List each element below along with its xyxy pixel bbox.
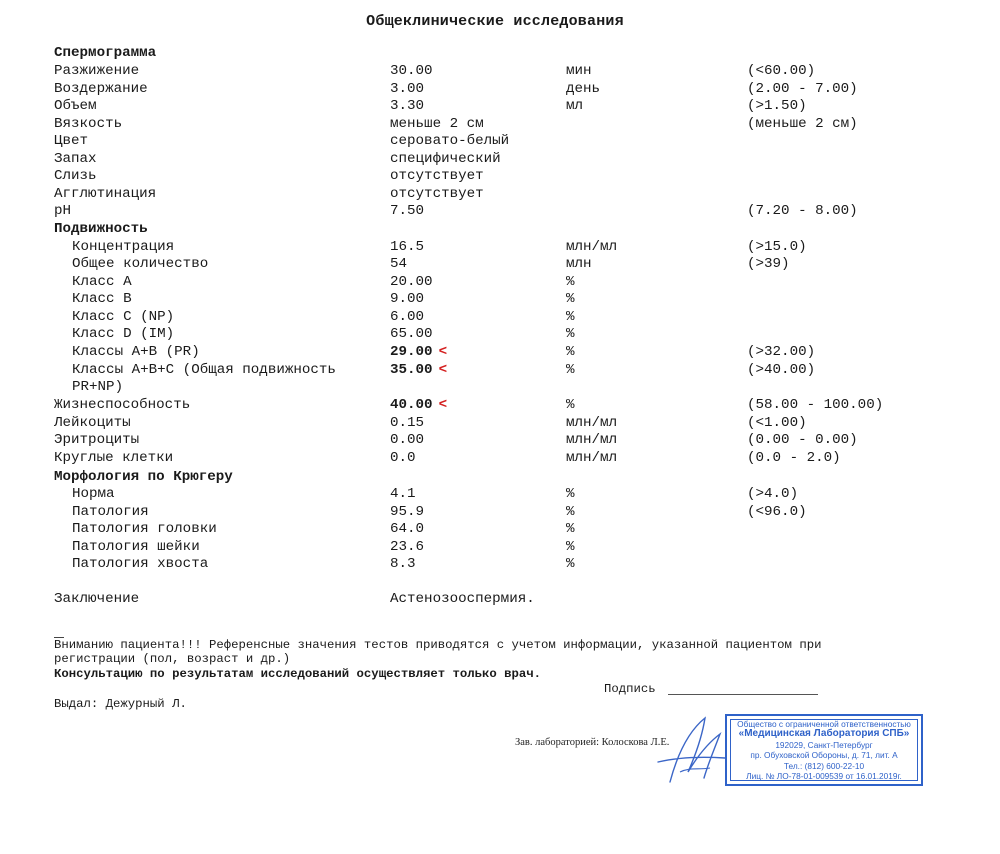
- row-value-flagged: [390, 344, 447, 362]
- row-ref: (меньше 2 см): [747, 116, 858, 132]
- row-ref: (>39): [747, 256, 790, 272]
- row-ref: (>15.0): [747, 239, 807, 255]
- row-unit: млн/мл: [566, 450, 618, 466]
- row-value: 9.00: [390, 291, 425, 307]
- row-name: Концентрация: [72, 239, 175, 255]
- value-text: 29.00: [390, 344, 433, 360]
- row-unit: %: [566, 274, 575, 290]
- row-ref: (>4.0): [747, 486, 799, 502]
- row-name: Слизь: [54, 168, 97, 184]
- issued-by: Выдал: Дежурный Л.: [54, 697, 187, 711]
- table-row: [0, 168, 1000, 186]
- row-unit: %: [566, 309, 575, 325]
- row-name: Патология: [72, 504, 149, 520]
- conclusion-label: Заключение: [54, 591, 140, 607]
- row-unit: %: [566, 521, 575, 537]
- row-name: Разжижение: [54, 63, 140, 79]
- row-name: Класс C (NP): [72, 309, 175, 325]
- section-kruger: [0, 469, 1000, 487]
- row-value-flagged: [390, 397, 447, 415]
- table-row: [0, 344, 1000, 362]
- row-ref: (<1.00): [747, 415, 807, 431]
- table-row: [0, 186, 1000, 204]
- row-name: Объем: [54, 98, 97, 114]
- table-row: [0, 203, 1000, 221]
- row-value: 95.9: [390, 504, 425, 520]
- row-ref: (>40.00): [747, 362, 816, 378]
- row-value: 20.00: [390, 274, 433, 290]
- row-unit: день: [566, 81, 601, 97]
- row-name: pH: [54, 203, 72, 219]
- section-motility: [0, 221, 1000, 239]
- row-unit: %: [566, 326, 575, 342]
- row-name: Патология шейки: [72, 539, 200, 555]
- report-title: Общеклинические исследования: [366, 13, 624, 30]
- table-row: [0, 432, 1000, 450]
- stamp-line: Лиц. № ЛО-78-01-009539 от 16.01.2019г.: [746, 771, 902, 782]
- table-row: [0, 450, 1000, 468]
- table-row: [0, 116, 1000, 134]
- low-flag: <: [438, 362, 448, 378]
- row-unit: %: [566, 539, 575, 555]
- row-ref: (7.20 - 8.00): [747, 203, 858, 219]
- row-name: Класс A: [72, 274, 132, 290]
- table-row: [0, 291, 1000, 309]
- row-name: Патология головки: [72, 521, 217, 537]
- row-ref: (0.00 - 0.00): [747, 432, 858, 448]
- row-value: 3.00: [390, 81, 425, 97]
- table-row: [0, 309, 1000, 327]
- row-name: Агглютинация: [54, 186, 157, 202]
- lab-head: Зав. лабораторией: Колоскова Л.Е.: [515, 737, 670, 748]
- row-name: Воздержание: [54, 81, 148, 97]
- row-name: Круглые клетки: [54, 450, 174, 466]
- row-name: Лейкоциты: [54, 415, 131, 431]
- row-name: Эритроциты: [54, 432, 140, 448]
- section-label: Морфология по Крюгеру: [54, 469, 233, 485]
- row-value-flagged: [390, 362, 447, 380]
- row-ref: (>1.50): [747, 98, 807, 114]
- row-ref: (<60.00): [747, 63, 816, 79]
- low-flag: <: [438, 344, 448, 360]
- row-unit: %: [566, 291, 575, 307]
- row-name: Запах: [54, 151, 97, 167]
- row-value: 6.00: [390, 309, 425, 325]
- row-name: Класс B: [72, 291, 132, 307]
- row-unit: %: [566, 556, 575, 572]
- value-text: 35.00: [390, 362, 433, 378]
- table-row: [0, 98, 1000, 116]
- row-unit: мин: [566, 63, 592, 79]
- table-row: [0, 415, 1000, 433]
- row-value: серовато-белый: [390, 133, 510, 149]
- row-unit: млн/мл: [566, 432, 618, 448]
- row-ref: (<96.0): [747, 504, 807, 520]
- row-name: Классы A+B+C (Общая подвижность: [72, 362, 336, 378]
- signature-line: [668, 694, 818, 695]
- stamp-line: Тел.: (812) 600-22-10: [783, 760, 865, 771]
- notice-line-2: регистрации (пол, возраст и др.): [54, 652, 291, 666]
- row-value: 30.00: [390, 63, 433, 79]
- row-name: Цвет: [54, 133, 89, 149]
- row-value: 8.3: [390, 556, 416, 572]
- table-row: [0, 326, 1000, 344]
- row-unit: %: [566, 344, 575, 360]
- table-row: [0, 362, 1000, 380]
- table-row: [0, 521, 1000, 539]
- row-unit: %: [566, 504, 575, 520]
- row-unit: млн/мл: [566, 239, 618, 255]
- row-unit: млн: [566, 256, 592, 272]
- low-flag: <: [438, 397, 448, 413]
- row-name: Общее количество: [72, 256, 209, 272]
- row-name: Патология хвоста: [72, 556, 209, 572]
- table-row: [0, 151, 1000, 169]
- row-value: 54: [390, 256, 408, 272]
- table-row: [0, 81, 1000, 99]
- row-value: 23.6: [390, 539, 425, 555]
- row-unit: мл: [566, 98, 584, 114]
- row-unit: млн/мл: [566, 415, 618, 431]
- row-value: 3.30: [390, 98, 425, 114]
- table-row: [0, 239, 1000, 257]
- row-name: Класс D (IM): [72, 326, 175, 342]
- row-value: 16.5: [390, 239, 425, 255]
- notice-line-1: Вниманию пациента!!! Референсные значения тестов приводятся с учетом информации, указанной пациентом при: [54, 638, 822, 652]
- row-value: 64.0: [390, 521, 425, 537]
- conclusion-value: Астенозооспермия.: [390, 591, 535, 607]
- section-spermogram: [0, 45, 1000, 63]
- row-value: специфический: [390, 151, 501, 167]
- row-value: 0.0: [390, 450, 416, 466]
- row-value: 65.00: [390, 326, 433, 342]
- row-unit: %: [566, 486, 575, 502]
- value-text: 40.00: [390, 397, 433, 413]
- row-value: 0.00: [390, 432, 425, 448]
- table-row: [0, 556, 1000, 574]
- table-row: [0, 539, 1000, 557]
- signature-label: Подпись: [604, 682, 656, 696]
- row-value: отсутствует: [390, 168, 484, 184]
- row-name: Классы A+B (PR): [72, 344, 200, 360]
- stamp-line: пр. Обуховской Обороны, д. 71, лит. А: [750, 750, 898, 761]
- lab-stamp: [725, 714, 923, 786]
- row-name: Норма: [72, 486, 115, 502]
- row-value: меньше 2 см: [390, 116, 484, 132]
- table-row: [0, 133, 1000, 151]
- row-ref: (58.00 - 100.00): [747, 397, 884, 413]
- section-label: Спермограмма: [54, 45, 157, 61]
- table-row: [0, 486, 1000, 504]
- row-ref: (>32.00): [747, 344, 816, 360]
- row-name-continued: PR+NP): [72, 379, 124, 395]
- row-value: 7.50: [390, 203, 425, 219]
- conclusion-row: [0, 591, 1000, 609]
- row-name: Жизнеспособность: [54, 397, 191, 413]
- row-ref: (2.00 - 7.00): [747, 81, 858, 97]
- stamp-line: «Медицинская Лаборатория СПБ»: [738, 728, 910, 740]
- table-row: [0, 397, 1000, 415]
- row-name: Вязкость: [54, 116, 123, 132]
- table-row: [0, 256, 1000, 274]
- row-unit: %: [566, 362, 575, 378]
- patient-notice: [54, 638, 914, 666]
- consultation-note: Консультацию по результатам исследований осуществляет только врач.: [54, 667, 542, 681]
- table-row: [0, 274, 1000, 292]
- table-row: [0, 504, 1000, 522]
- table-row: [0, 63, 1000, 81]
- stamp-line: Общество с ограниченной ответственностью: [737, 719, 911, 729]
- row-ref: (0.0 - 2.0): [747, 450, 841, 466]
- stamp-line: 192029, Санкт-Петербург: [775, 739, 873, 750]
- table-row-continuation: [0, 379, 1000, 397]
- row-unit: %: [566, 397, 575, 413]
- section-label: Подвижность: [54, 221, 148, 237]
- row-value: 0.15: [390, 415, 425, 431]
- row-value: отсутствует: [390, 186, 484, 202]
- row-value: 4.1: [390, 486, 416, 502]
